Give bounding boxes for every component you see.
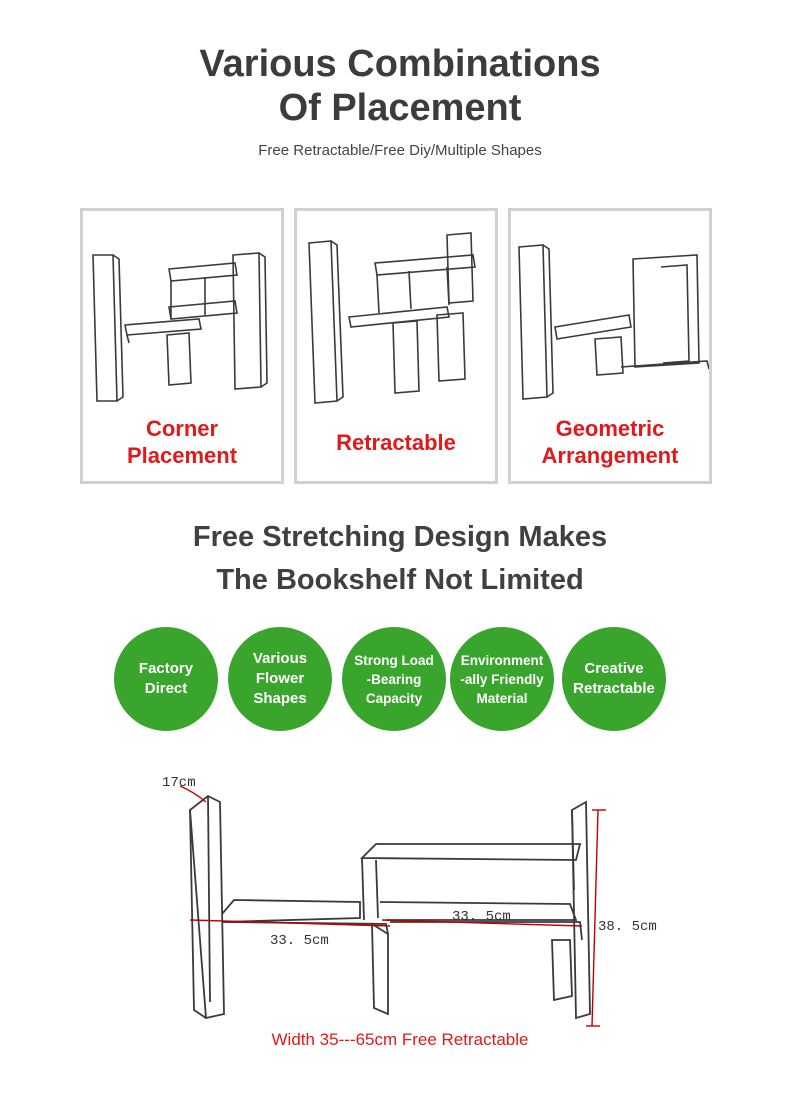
section-heading-line-1: Free Stretching Design Makes <box>192 521 608 553</box>
badge-factory-direct: Factory Direct <box>114 627 218 731</box>
panel-label-corner: Corner Placement <box>126 416 238 468</box>
bookshelf-drawing <box>190 796 590 1018</box>
section-heading-line-2: The Bookshelf Not Limited <box>216 564 584 596</box>
badge-strong-load-bearing: Strong Load -Bearing Capacity <box>342 627 446 731</box>
badge-creative-retractable: Creative Retractable <box>562 627 666 731</box>
left-width-label: 33. 5cm <box>270 933 329 949</box>
right-width-label: 33. 5cm <box>452 909 511 925</box>
placement-panel-geometric <box>508 208 712 484</box>
panel-label-geometric: Geometric Arrangement <box>541 416 679 468</box>
retractable-illustration <box>297 211 495 411</box>
width-range-note: Width 35---65cm Free Retractable <box>271 1030 529 1049</box>
badge-various-flower-shapes: Various Flower Shapes <box>228 627 332 731</box>
badge-environmentally-friendly: Environment -ally Friendly Material <box>450 627 554 731</box>
placement-panel-corner <box>80 208 284 484</box>
corner-placement-illustration <box>83 211 281 411</box>
page-title-line-2: Of Placement <box>278 87 522 129</box>
geometric-arrangement-illustration <box>511 211 709 411</box>
page-title-line-1: Various Combinations <box>199 43 601 85</box>
dimension-lines <box>180 786 606 1026</box>
page-subtitle: Free Retractable/Free Diy/Multiple Shapes <box>258 142 542 159</box>
placement-panel-retractable <box>294 208 498 484</box>
dimension-diagram <box>150 770 670 1030</box>
panel-label-retractable: Retractable <box>336 430 456 455</box>
height-label: 38. 5cm <box>598 919 657 935</box>
depth-label: 17cm <box>162 775 196 791</box>
height-line <box>592 810 598 1026</box>
